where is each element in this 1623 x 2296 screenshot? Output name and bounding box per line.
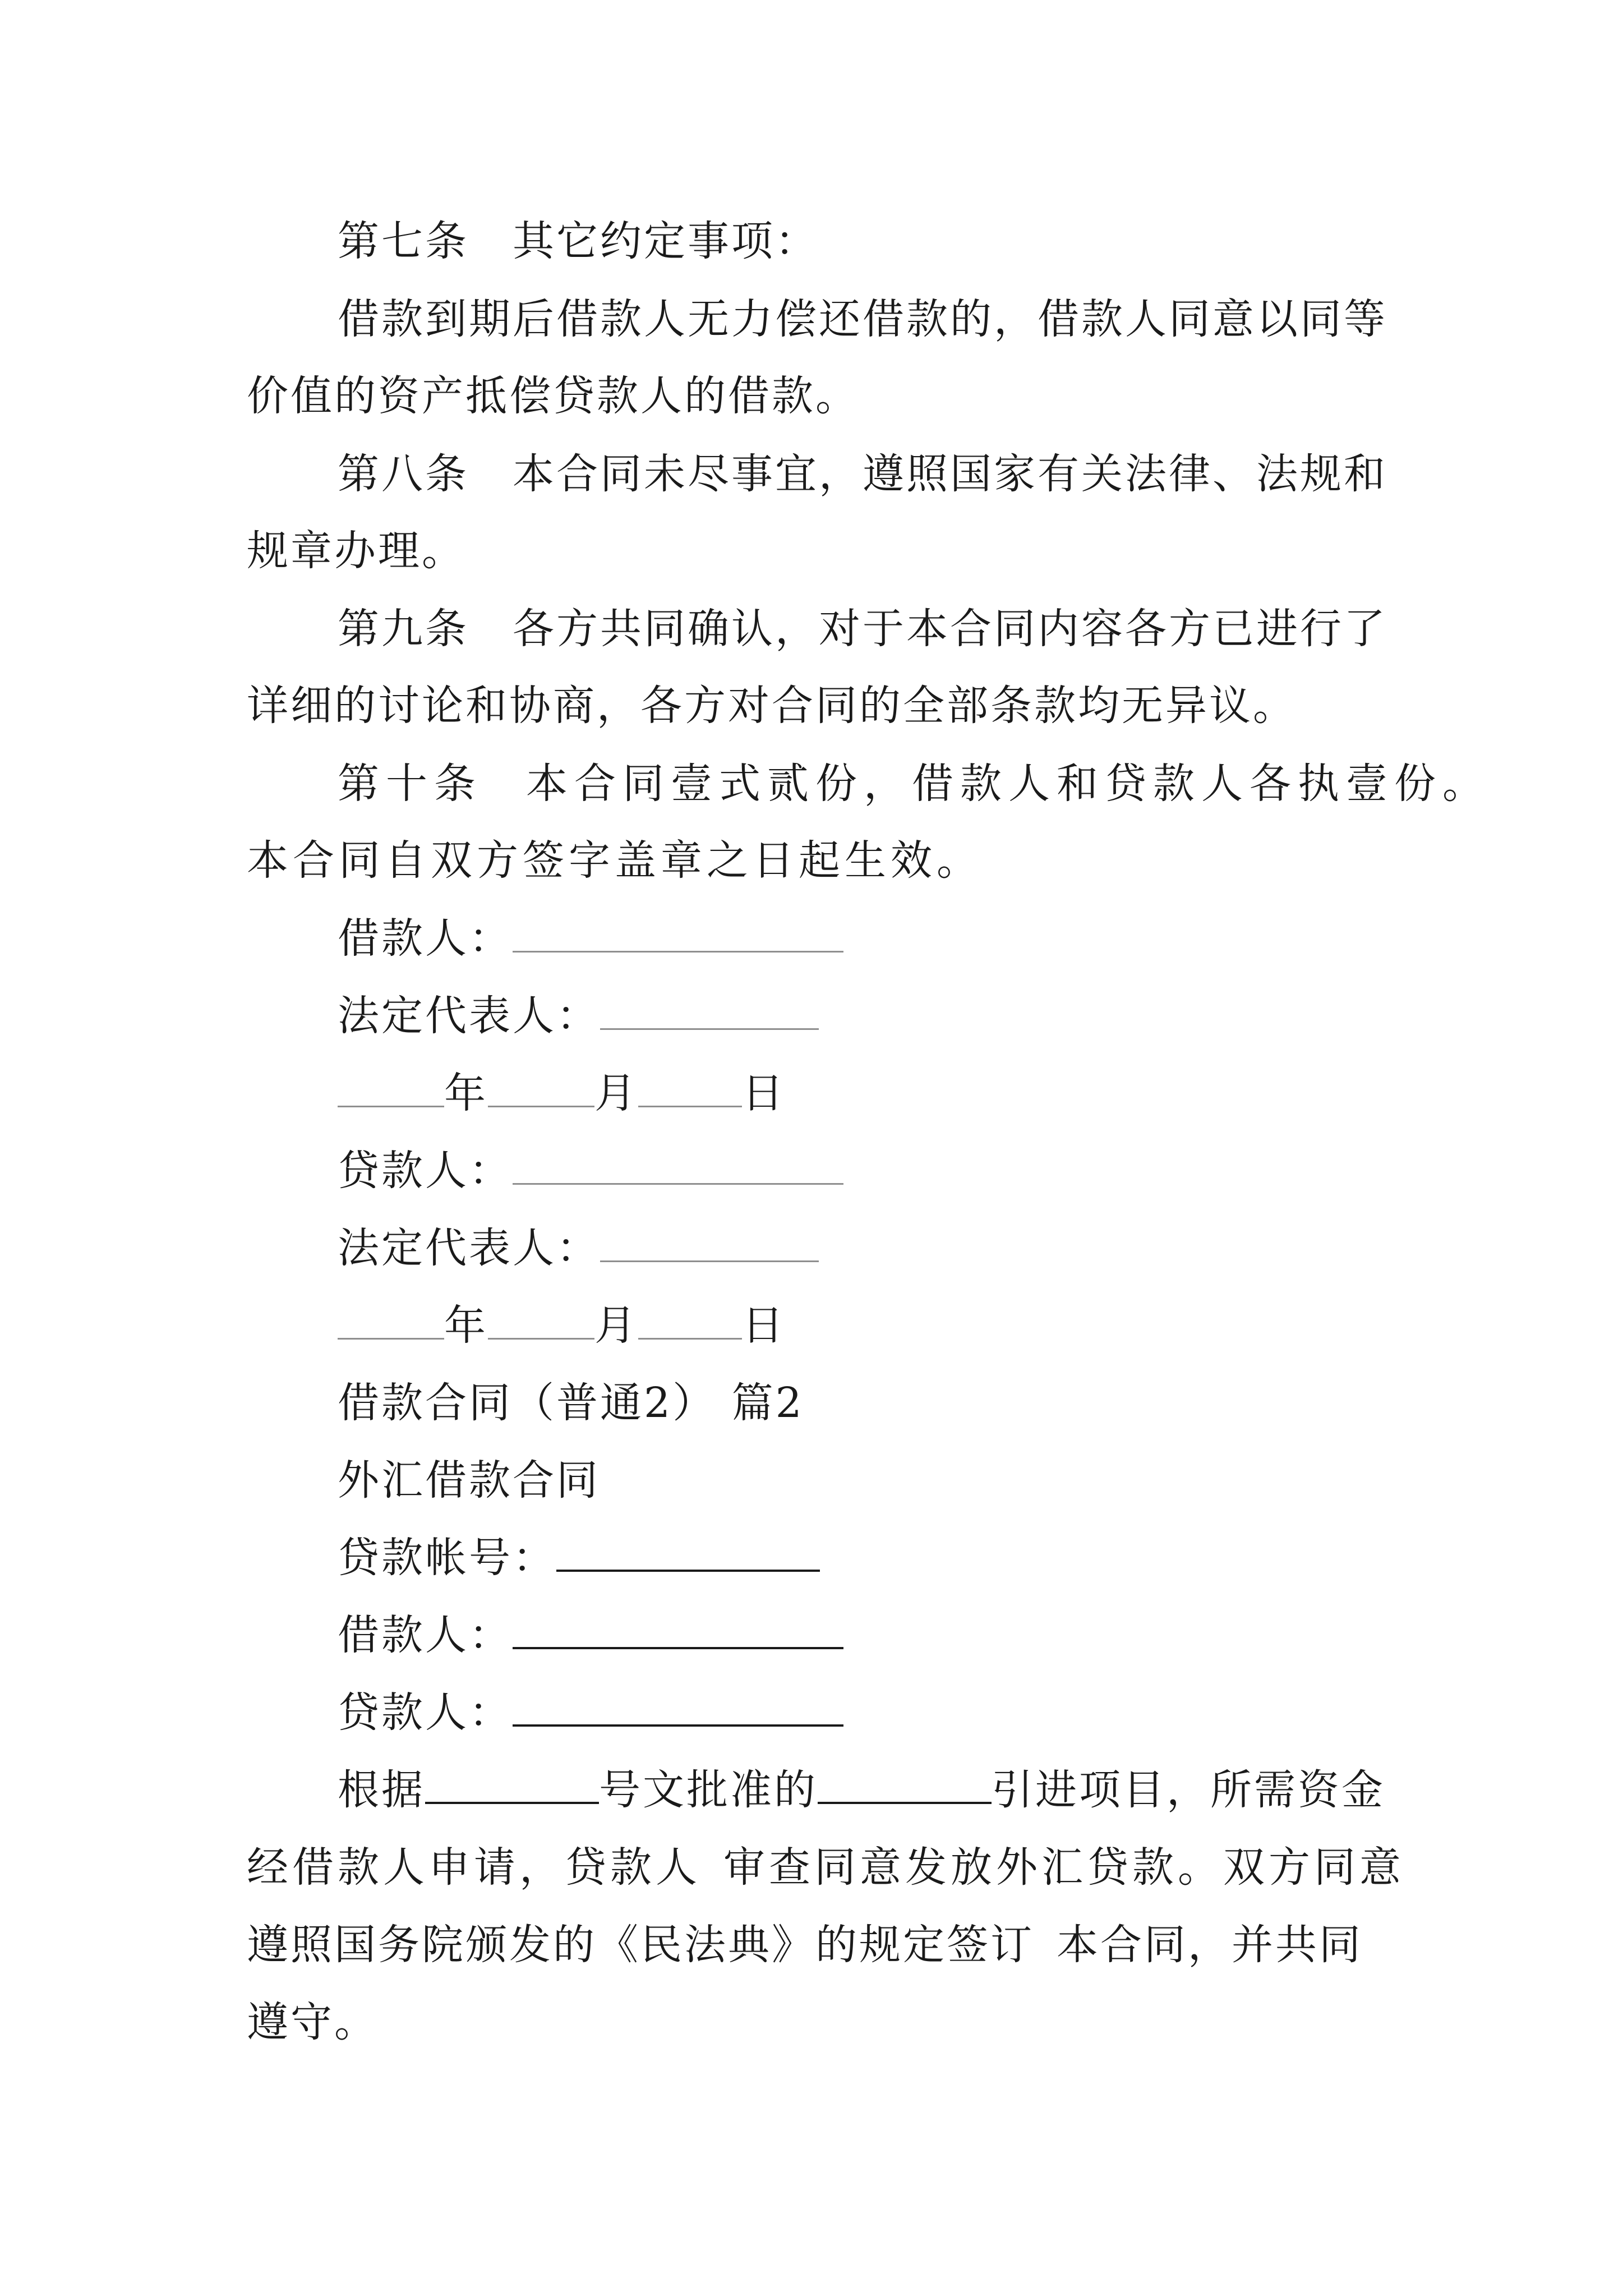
article-8-line-2: 规章办理。 (247, 527, 465, 575)
paragraph-text-2a: 经借款人申请，贷款人 (247, 1843, 701, 1892)
article-9-number: 第九条 (338, 605, 469, 653)
legal-rep-label-2: 法定代表人： (338, 1224, 600, 1272)
project-name-field[interactable] (818, 1770, 992, 1804)
loan-account-label: 贷款帐号： (338, 1534, 556, 1582)
year-blank-1[interactable] (338, 1074, 444, 1107)
article-10-line-2: 本合同自双方签字盖章之日起生效。 (247, 836, 983, 885)
paragraph-text-2b: 审查同意发放外汇贷款。双方同意 (723, 1843, 1405, 1892)
lender-row-2 (338, 1679, 843, 1746)
article-7-body-line-2: 价值的资产抵偿贷款人的借款。 (247, 372, 859, 420)
article-8-text: 本合同未尽事宜，遵照国家有关法律、法规和 (513, 450, 1387, 498)
month-blank-2[interactable] (488, 1306, 594, 1340)
signature-legal-rep-row-1 (338, 982, 819, 1050)
article-7-name: 其它约定事项： (513, 217, 819, 265)
signature-date-row-1 (338, 1060, 786, 1127)
signature-date-row-2 (338, 1292, 786, 1359)
article-10-text: 本合同壹式贰份，借款人和贷款人各执壹份。 (526, 760, 1491, 808)
section-2-heading: 借款合同（普通2） 篇2 (338, 1379, 804, 1427)
day-blank-2[interactable] (638, 1306, 742, 1340)
article-10-line-1 (338, 750, 1491, 817)
article-7-number: 第七条 (338, 217, 469, 265)
month-blank-1[interactable] (488, 1074, 594, 1107)
lender-signature-line[interactable] (513, 1152, 843, 1185)
article-7-body-line-1: 借款到期后借款人无力偿还借款的，借款人同意以同等 (338, 295, 1387, 343)
signature-legal-rep-row-2 (338, 1214, 819, 1282)
approval-doc-number-field[interactable] (425, 1770, 599, 1804)
paragraph-line-2 (247, 1834, 1405, 1901)
borrower-label-2: 借款人： (338, 1611, 513, 1659)
article-7-heading (338, 208, 819, 275)
paragraph-line-1 (338, 1756, 1385, 1824)
day-blank-1[interactable] (638, 1074, 742, 1107)
year-label-2: 年 (444, 1301, 488, 1350)
borrower-row-2 (338, 1602, 843, 1669)
paragraph-text-3a: 遵照国务院颁发的《民法典》的规定签订 (247, 1921, 1034, 1969)
lender-label: 贷款人： (338, 1147, 513, 1195)
article-10-number: 第十条 (338, 760, 482, 808)
day-label-2: 日 (742, 1301, 786, 1350)
article-9-line-1 (338, 595, 1387, 662)
borrower-field-2[interactable] (513, 1616, 843, 1649)
article-8-number: 第八条 (338, 450, 469, 498)
year-blank-2[interactable] (338, 1306, 444, 1340)
day-label-1: 日 (742, 1069, 786, 1117)
month-label-2: 月 (594, 1301, 638, 1350)
loan-account-row (338, 1524, 820, 1591)
paragraph-line-4: 遵守。 (247, 1998, 378, 2046)
paragraph-text-3b: 本合同，并共同 (1057, 1921, 1363, 1969)
borrower-label: 借款人： (338, 914, 513, 963)
loan-account-field[interactable] (556, 1538, 820, 1572)
article-9-text: 各方共同确认，对于本合同内容各方已进行了 (513, 605, 1387, 653)
legal-rep-signature-line-2[interactable] (600, 1229, 819, 1262)
section-2-title: 外汇借款合同 (338, 1456, 600, 1504)
article-8-line-1 (338, 440, 1387, 508)
lender-field-2[interactable] (513, 1693, 843, 1727)
paragraph-text-1a: 根据 (338, 1766, 425, 1814)
year-label-1: 年 (444, 1069, 488, 1117)
legal-rep-signature-line-1[interactable] (600, 997, 819, 1030)
month-label-1: 月 (594, 1069, 638, 1117)
article-9-line-2: 详细的讨论和协商，各方对合同的全部条款均无异议。 (247, 682, 1297, 730)
paragraph-text-1b: 号文批准的 (599, 1766, 818, 1814)
legal-rep-label-1: 法定代表人： (338, 992, 600, 1040)
borrower-signature-line[interactable] (513, 919, 843, 953)
paragraph-line-3 (247, 1911, 1363, 1978)
signature-borrower-row (338, 905, 843, 972)
paragraph-text-1c: 引进项目，所需资金 (992, 1766, 1385, 1814)
signature-lender-row (338, 1137, 843, 1204)
lender-label-2: 贷款人： (338, 1688, 513, 1737)
